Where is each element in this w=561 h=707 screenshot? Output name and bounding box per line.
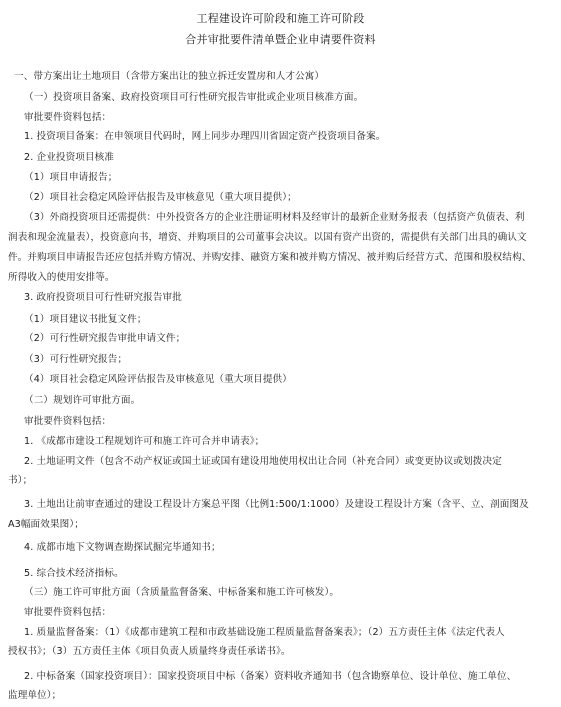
document-line: 一、带方案出让土地项目（含带方案出让的独立拆迁安置房和人才公寓） (14, 71, 325, 82)
document-line: 2. 土地证明文件（包含不动产权证或国土证或国有建设用地使用权出让合同（补充合同）或变更协议或划拨决定 (24, 456, 502, 467)
document-line: 1. 质量监督备案：（1）《成都市建筑工程和市政基础设施工程质量监督备案表》；（2）五方责任主体《法定代表人 (24, 627, 505, 638)
document-line: 所得收入的使用安排等。 (8, 272, 115, 283)
document-line: （一）投资项目备案、政府投资项目可行性研究报告审批或企业项目核准方面。 (24, 92, 364, 103)
document-line: 3. 政府投资项目可行性研究报告审批 (24, 292, 182, 303)
document-line: （二）规划许可审批方面。 (24, 395, 141, 406)
document-line: （三）施工许可审批方面（含质量监督备案、中标备案和施工许可核发）。 (24, 587, 340, 598)
document-line: A3幅面效果图）； (8, 519, 84, 530)
document-line: 1. 投资项目备案：在申领项目代码时，网上同步办理四川省固定资产投资项目备案。 (24, 131, 386, 142)
document-line: 审批要件资料包括： (24, 112, 112, 123)
document-line: （2）可行性研究报告审批申请文件； (24, 333, 186, 344)
document-line: （3）可行性研究报告； (24, 354, 128, 365)
document-line: 3. 土地出让前审查通过的建设工程设计方案总平图（比例1:500/1:1000）及建设工程设计方案（含平、立、剖面图及 (24, 499, 529, 510)
document-line: 2. 企业投资项目核准 (24, 152, 115, 163)
document-line: 5. 综合技术经济指标。 (24, 568, 124, 579)
document-line: 审批要件资料包括： (24, 416, 112, 427)
document-line: 件。并购项目申请报告还应包括并购方情况、并购安排、融资方案和被并购方情况、被并购后经营方式、范围和股权结构、 (8, 252, 532, 263)
document-line: （1）项目申请报告； (24, 172, 118, 183)
document-line: 2. 中标备案（国家投资项目）：国家投资项目中标（备案）资料收齐通知书（包含勘察单位、设计单位、施工单位、 (24, 671, 517, 682)
document-line: 4. 成都市地下文物调查勘探试掘完毕通知书； (24, 542, 221, 553)
document-line: 审批要件资料包括： (24, 607, 112, 618)
document-line: （1）项目建议书批复文件； (24, 314, 147, 325)
document-title-line-1: 工程建设许可阶段和施工许可阶段 (196, 12, 365, 25)
document-line: （2）项目社会稳定风险评估报告及审核意见（重大项目提供）； (24, 192, 297, 203)
document-line: 授权书》；（3）五方责任主体《项目负责人质量终身责任承诺书》。 (8, 646, 291, 657)
document-line: 1. 《成都市建设工程规划许可和施工许可合并申请表》； (24, 436, 265, 447)
document-title-line-2: 合并审批要件清单暨企业申请要件资料 (185, 33, 376, 46)
document-line: 书）； (8, 475, 33, 486)
document-line: （4）项目社会稳定风险评估报告及审核意见（重大项目提供） (24, 374, 292, 385)
document-line: 监理单位）； (8, 690, 62, 701)
document-line: 润表和现金流量表），投资意向书，增资、并购项目的公司董事会决议。以国有资产出资的，需提供有关部门出具的确认文 (8, 232, 527, 243)
document-line: （3）外商投资项目还需提供：中外投资各方的企业注册证明材料及经审计的最新企业财务报表（包括资产负债表、利 (24, 212, 525, 223)
